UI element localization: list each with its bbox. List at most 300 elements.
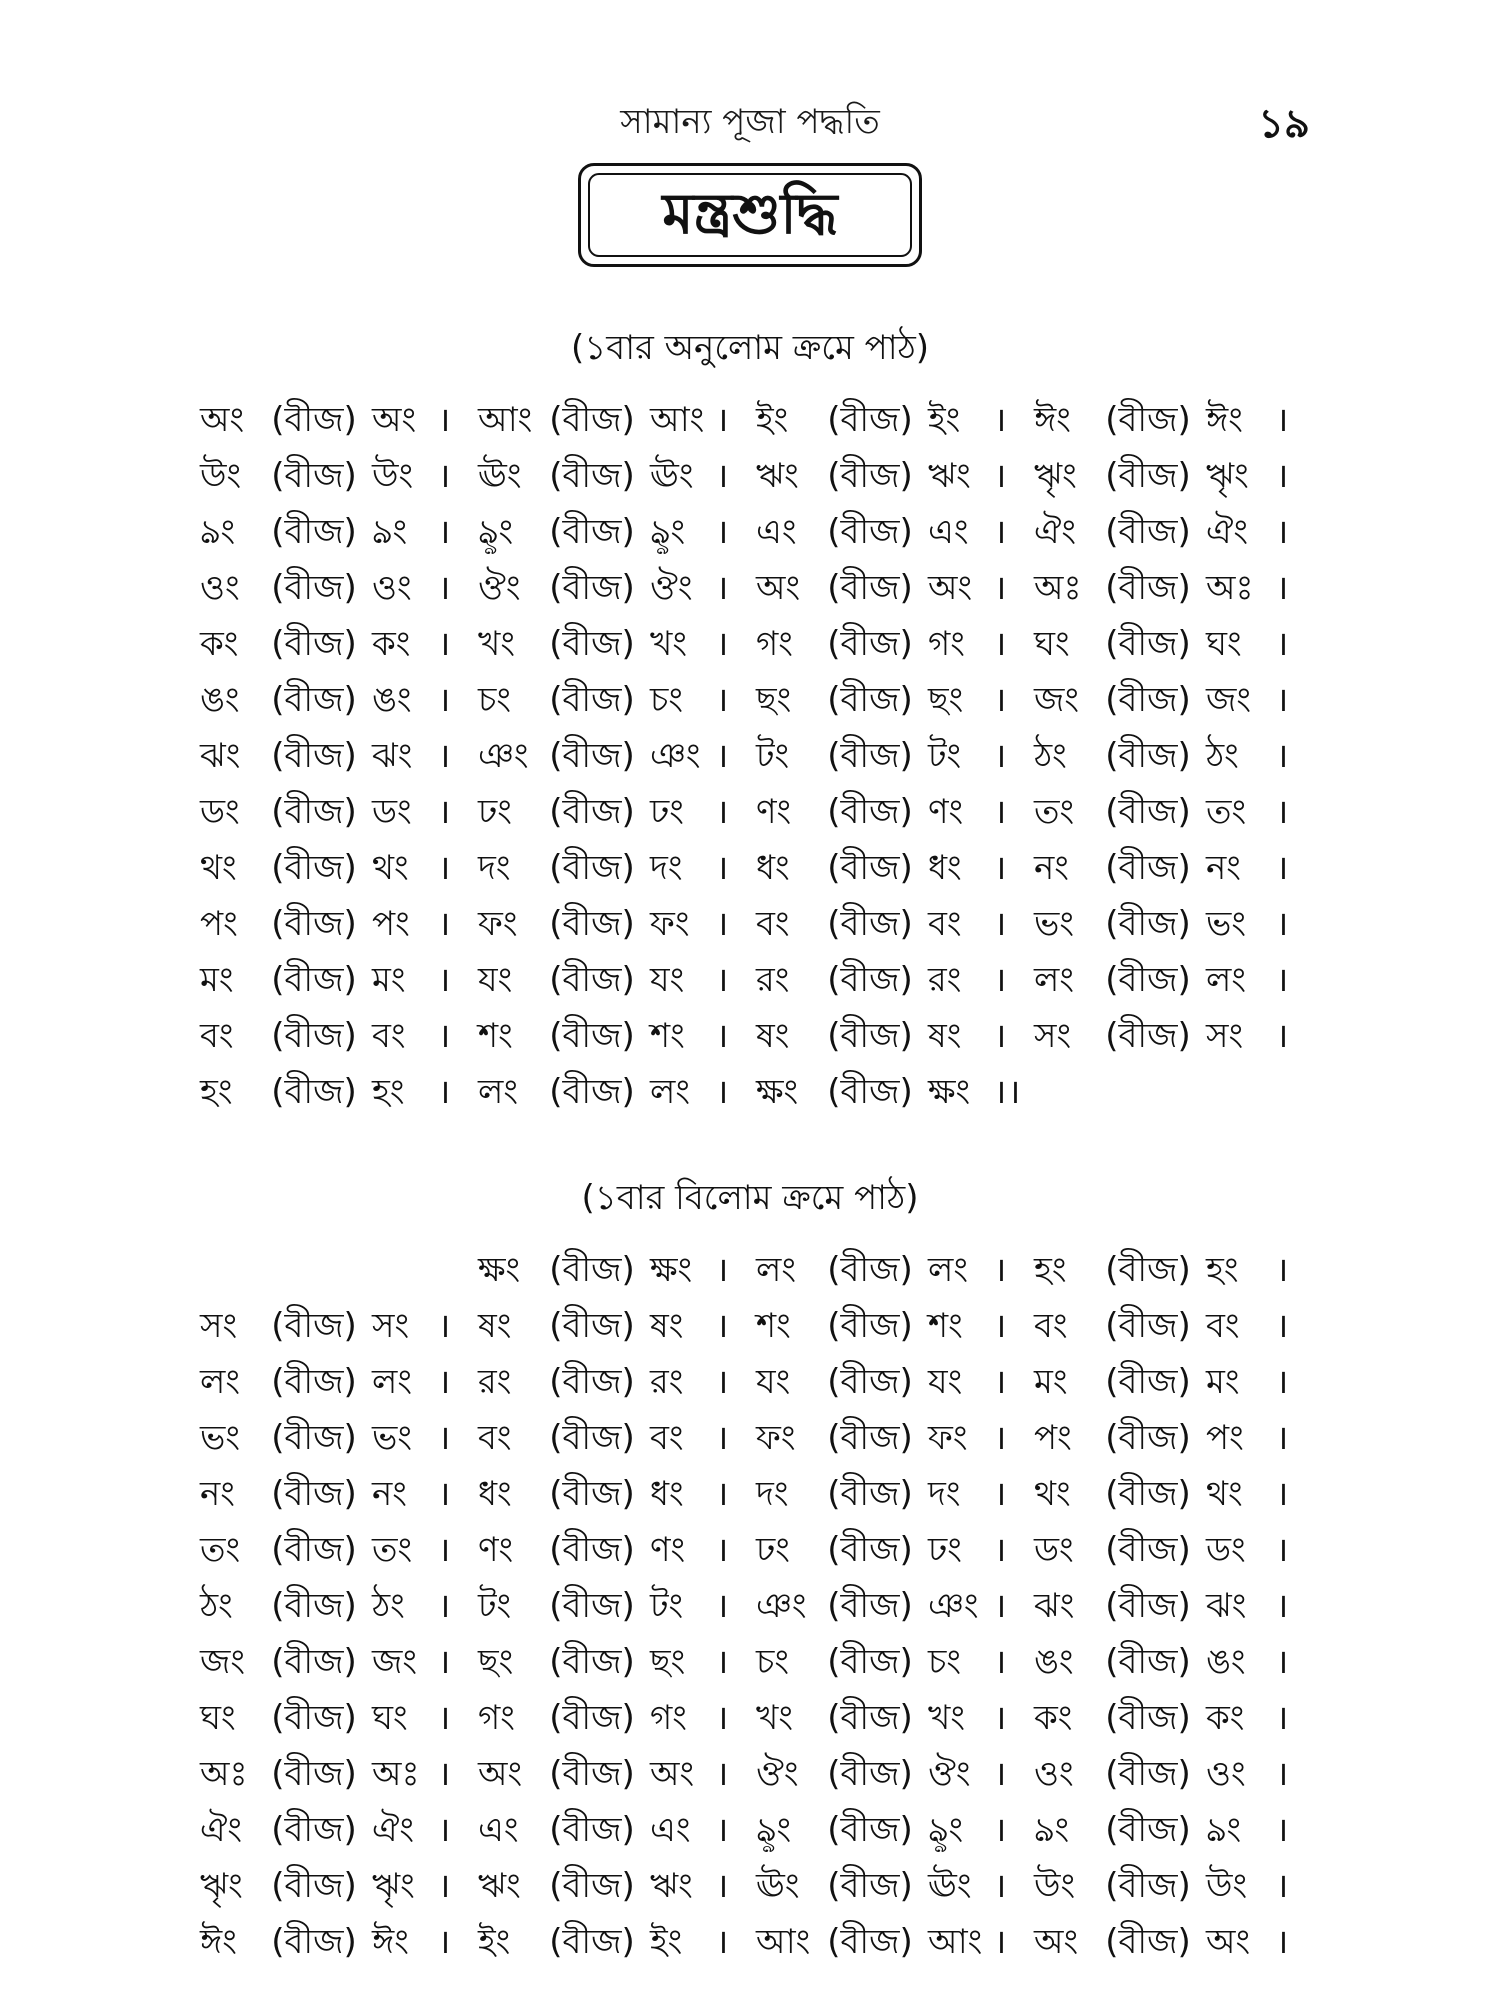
mantra-unit: [478, 1578, 738, 1634]
bija-syllable-repeat: ৡং: [650, 512, 686, 552]
bilom-mantra-row: [200, 1522, 1300, 1578]
bija-syllable-repeat: দং: [650, 848, 683, 888]
anulom-mantra-row: [200, 392, 1300, 448]
bija-syllable-repeat: জং: [372, 1642, 418, 1682]
mantra-unit: [200, 896, 460, 952]
bija-syllable-repeat: ডং: [372, 792, 412, 832]
dari-separator: ।: [715, 1642, 729, 1682]
bija-syllable: ঘং: [1034, 624, 1070, 664]
beej-word: (বীজ): [549, 624, 635, 664]
bija-syllable: টং: [756, 736, 790, 776]
mantra-unit: [1034, 840, 1294, 896]
row-end-dari: ।: [1275, 1586, 1289, 1626]
beej-word: (বীজ): [549, 1072, 635, 1112]
bija-syllable: ণং: [756, 792, 792, 832]
mantra-unit: [1034, 616, 1294, 672]
anulom-mantra-row: [200, 784, 1300, 840]
bija-syllable: যং: [756, 1362, 791, 1402]
beej-word: (বীজ): [827, 400, 913, 440]
bilom-mantra-row: [200, 1354, 1300, 1410]
bija-syllable: হং: [200, 1072, 233, 1112]
dari-separator: ।: [715, 792, 729, 832]
dari-separator: ।: [993, 1072, 1007, 1112]
beej-word: (বীজ): [1105, 1306, 1191, 1346]
row-end-dari: ।: [1275, 1530, 1289, 1570]
dari-separator: ।: [715, 1586, 729, 1626]
mantra-unit: [200, 1466, 460, 1522]
bija-syllable: ষং: [478, 1306, 512, 1346]
bija-syllable: ঔং: [756, 1754, 799, 1794]
bija-syllable-repeat: পং: [1206, 1418, 1244, 1458]
bija-syllable-repeat: ঢং: [928, 1530, 962, 1570]
mantra-unit: [478, 952, 738, 1008]
mantra-unit: [478, 896, 738, 952]
bija-syllable-repeat: খং: [650, 624, 687, 664]
bija-syllable-repeat: বং: [1206, 1306, 1240, 1346]
bija-syllable-repeat: আং: [650, 400, 705, 440]
beej-word: (বীজ): [549, 1016, 635, 1056]
bija-syllable-repeat: ঐং: [372, 1810, 414, 1850]
dari-separator: ।: [993, 1016, 1007, 1056]
dari-separator: ।: [993, 680, 1007, 720]
bija-syllable: কং: [1034, 1698, 1073, 1738]
bija-syllable-repeat: যং: [650, 960, 685, 1000]
bija-syllable: লং: [756, 1250, 796, 1290]
bija-syllable-repeat: ঘং: [1206, 624, 1242, 664]
beej-word: (বীজ): [271, 680, 357, 720]
dari-separator: ।: [993, 792, 1007, 832]
mantra-unit: [200, 1914, 460, 1970]
bija-syllable: ধং: [478, 1474, 512, 1514]
bija-syllable: লং: [478, 1072, 518, 1112]
dari-separator: ।: [437, 456, 451, 496]
bija-syllable: থং: [1034, 1474, 1071, 1514]
dari-separator: ।: [993, 1586, 1007, 1626]
bija-syllable-repeat: ঊং: [928, 1866, 972, 1906]
dari-separator: ।: [437, 512, 451, 552]
dari-separator: ।: [437, 1362, 451, 1402]
beej-word: (বীজ): [827, 1530, 913, 1570]
bija-syllable-repeat: অং: [650, 1754, 695, 1794]
beej-word: (বীজ): [827, 1474, 913, 1514]
mantra-unit: [756, 896, 1016, 952]
bilom-section-label: (১বার বিলোম ক্রমে পাঠ): [581, 1178, 919, 1218]
dari-separator: ।: [993, 568, 1007, 608]
beej-word: (বীজ): [271, 1922, 357, 1962]
bija-syllable-repeat: বং: [928, 904, 962, 944]
dari-separator: ।: [715, 736, 729, 776]
dari-separator: ।: [437, 736, 451, 776]
beej-word: (বীজ): [271, 848, 357, 888]
bija-syllable: টং: [478, 1586, 512, 1626]
mantra-unit: [756, 1466, 1016, 1522]
mantra-unit: [756, 1522, 1016, 1578]
dari-separator: ।: [993, 1418, 1007, 1458]
row-end-dari: ।: [1275, 960, 1289, 1000]
beej-word: (বীজ): [271, 1810, 357, 1850]
dari-separator: ।: [715, 512, 729, 552]
beej-word: (বীজ): [1105, 1016, 1191, 1056]
beej-word: (বীজ): [549, 1474, 635, 1514]
bija-syllable-repeat: রং: [928, 960, 962, 1000]
beej-word: (বীজ): [1105, 904, 1191, 944]
mantra-unit: [478, 1466, 738, 1522]
beej-word: (বীজ): [549, 400, 635, 440]
dari-separator: ।: [437, 848, 451, 888]
beej-word: (বীজ): [271, 736, 357, 776]
beej-word: (বীজ): [271, 792, 357, 832]
bija-syllable-repeat: ঈং: [1206, 400, 1243, 440]
bija-syllable: ঋং: [478, 1866, 521, 1906]
bija-syllable-repeat: ওং: [372, 568, 412, 608]
beej-word: (বীজ): [1105, 1250, 1191, 1290]
bija-syllable-repeat: ঌং: [372, 512, 408, 552]
bija-syllable-repeat: ঠং: [372, 1586, 405, 1626]
mantra-unit: [756, 1858, 1016, 1914]
bija-syllable: ধং: [756, 848, 790, 888]
dari-separator: ।: [715, 1922, 729, 1962]
row-end-dari: ।: [1275, 568, 1289, 608]
bija-syllable-repeat: ঞং: [928, 1586, 979, 1626]
beej-word: (বীজ): [1105, 624, 1191, 664]
bija-syllable-repeat: দং: [928, 1474, 961, 1514]
dari-separator: ।: [993, 512, 1007, 552]
bija-syllable-repeat: জং: [1206, 680, 1252, 720]
bija-syllable: ডং: [200, 792, 240, 832]
bija-syllable-repeat: ঔং: [928, 1754, 971, 1794]
dari-separator: ।: [715, 1250, 729, 1290]
mantra-unit: [1034, 560, 1294, 616]
row-end-dari: ।: [1275, 1754, 1289, 1794]
bilom-mantra-row: [200, 1242, 1300, 1298]
mantra-unit: [1034, 1746, 1294, 1802]
bija-syllable-repeat: কং: [1206, 1698, 1245, 1738]
bija-syllable: ক্ষং: [756, 1072, 799, 1112]
beej-word: (বীজ): [1105, 1698, 1191, 1738]
beej-word: (বীজ): [271, 1362, 357, 1402]
beej-word: (বীজ): [271, 512, 357, 552]
beej-word: (বীজ): [827, 1698, 913, 1738]
bija-syllable-repeat: ঘং: [372, 1698, 408, 1738]
beej-word: (বীজ): [549, 456, 635, 496]
beej-word: (বীজ): [271, 1866, 357, 1906]
bija-syllable-repeat: গং: [650, 1698, 687, 1738]
mantra-unit: [1034, 1858, 1294, 1914]
beej-word: (বীজ): [271, 904, 357, 944]
bija-syllable: দং: [756, 1474, 789, 1514]
mantra-unit: [1034, 1690, 1294, 1746]
bija-syllable-repeat: ওং: [1206, 1754, 1246, 1794]
dari-separator: ।: [437, 1530, 451, 1570]
bija-syllable: ঊং: [478, 456, 522, 496]
mantra-unit: [200, 952, 460, 1008]
beej-word: (বীজ): [271, 624, 357, 664]
dari-separator: ।: [715, 1754, 729, 1794]
dari-separator: ।: [993, 1474, 1007, 1514]
bilom-mantra-row: [200, 1746, 1300, 1802]
bija-syllable: খং: [756, 1698, 793, 1738]
mantra-unit: [478, 1914, 738, 1970]
dari-separator: ।: [993, 1362, 1007, 1402]
bija-syllable: ৠং: [1034, 456, 1077, 496]
dari-separator: ।: [437, 1922, 451, 1962]
mantra-unit: [478, 1410, 738, 1466]
mantra-unit: [478, 1064, 738, 1120]
bija-syllable-repeat: ক্ষং: [928, 1072, 971, 1112]
mantra-unit: [1034, 448, 1294, 504]
bilom-mantra-row: [200, 1802, 1300, 1858]
anulom-mantra-row: [200, 448, 1300, 504]
beej-word: (বীজ): [549, 1530, 635, 1570]
mantra-unit: [200, 504, 460, 560]
beej-word: (বীজ): [827, 624, 913, 664]
bija-syllable: ঐং: [1034, 512, 1076, 552]
bija-syllable: ওং: [1034, 1754, 1074, 1794]
dari-separator: ।: [993, 624, 1007, 664]
beej-word: (বীজ): [549, 848, 635, 888]
beej-word: (বীজ): [549, 512, 635, 552]
bija-syllable: ঙং: [200, 680, 240, 720]
anulom-mantra-row: [200, 896, 1300, 952]
mantra-unit: [756, 1410, 1016, 1466]
dari-separator: ।: [715, 1418, 729, 1458]
bija-syllable-repeat: অঃ: [1206, 568, 1254, 608]
mantra-unit: [478, 392, 738, 448]
dari-separator: ।: [715, 1866, 729, 1906]
dari-separator: ।: [437, 1754, 451, 1794]
bija-syllable: দং: [478, 848, 511, 888]
bija-syllable-repeat: লং: [650, 1072, 690, 1112]
row-end-dari: ।: [1275, 1418, 1289, 1458]
mantra-unit: [1034, 952, 1294, 1008]
dari-separator: ।: [715, 848, 729, 888]
anulom-mantra-row: [200, 1008, 1300, 1064]
bija-syllable: ঢং: [756, 1530, 790, 1570]
bija-syllable: ঌং: [1034, 1810, 1070, 1850]
bija-syllable: ষং: [756, 1016, 790, 1056]
dari-separator: ।: [993, 848, 1007, 888]
dari-separator: ।: [993, 1698, 1007, 1738]
beej-word: (বীজ): [549, 904, 635, 944]
bija-syllable: উং: [1034, 1866, 1076, 1906]
page-header-title: সামান্য পূজা পদ্ধতি: [620, 102, 880, 142]
dari-separator: ।: [437, 960, 451, 1000]
bija-syllable: বং: [1034, 1306, 1068, 1346]
bija-syllable-repeat: ঞং: [650, 736, 701, 776]
bija-syllable-repeat: গং: [928, 624, 965, 664]
bija-syllable-repeat: শং: [650, 1016, 685, 1056]
bija-syllable: বং: [478, 1418, 512, 1458]
mantra-unit: [200, 1522, 460, 1578]
mantra-unit: [756, 392, 1016, 448]
bija-syllable-repeat: ঌং: [1206, 1810, 1242, 1850]
anulom-mantra-row: [200, 952, 1300, 1008]
bija-syllable-repeat: চং: [650, 680, 683, 720]
title-box-inner-border: [588, 173, 912, 257]
dari-separator: ।: [715, 624, 729, 664]
beej-word: (বীজ): [827, 1642, 913, 1682]
mantra-unit: [478, 1858, 738, 1914]
row-end-dari: ।: [1275, 1642, 1289, 1682]
bija-syllable: লং: [1034, 960, 1074, 1000]
dari-separator: ।: [715, 1306, 729, 1346]
bija-syllable-repeat: হং: [1206, 1250, 1239, 1290]
dari-separator: ।: [993, 456, 1007, 496]
mantra-unit: [1034, 672, 1294, 728]
page-number: ১৯: [1258, 101, 1310, 147]
dari-separator: ।: [715, 1810, 729, 1850]
mantra-unit: [756, 784, 1016, 840]
bija-syllable-repeat: থং: [1206, 1474, 1243, 1514]
bija-syllable: চং: [478, 680, 511, 720]
dari-separator: ।: [437, 1016, 451, 1056]
row-end-dari: ।: [1275, 736, 1289, 776]
bilom-mantra-row: [200, 1690, 1300, 1746]
bija-syllable: ফং: [478, 904, 518, 944]
bija-syllable: ভং: [1034, 904, 1074, 944]
bija-syllable: হং: [1034, 1250, 1067, 1290]
dari-separator: ।: [715, 1362, 729, 1402]
dari-separator: ।: [437, 1306, 451, 1346]
bija-syllable-repeat: আং: [928, 1922, 983, 1962]
beej-word: (বীজ): [827, 680, 913, 720]
dari-separator: ।: [993, 736, 1007, 776]
bija-syllable: ঌং: [200, 512, 236, 552]
beej-word: (বীজ): [1105, 1530, 1191, 1570]
beej-word: (বীজ): [1105, 1586, 1191, 1626]
bija-syllable-repeat: অং: [928, 568, 973, 608]
beej-word: (বীজ): [1105, 1418, 1191, 1458]
bija-syllable-repeat: ফং: [650, 904, 690, 944]
dari-separator: ।: [715, 1698, 729, 1738]
mantra-unit: [1034, 1578, 1294, 1634]
row-end-dari: ।: [1275, 1306, 1289, 1346]
beej-word: (বীজ): [827, 848, 913, 888]
dari-separator: ।: [437, 1586, 451, 1626]
bija-syllable: জং: [1034, 680, 1080, 720]
beej-word: (বীজ): [549, 960, 635, 1000]
beej-word: (বীজ): [271, 400, 357, 440]
beej-word: (বীজ): [271, 568, 357, 608]
bija-syllable: ঞং: [478, 736, 529, 776]
bija-syllable-repeat: উং: [1206, 1866, 1248, 1906]
row-end-dari: ।: [1275, 904, 1289, 944]
bija-syllable: ঋং: [756, 456, 799, 496]
beej-word: (বীজ): [1105, 792, 1191, 832]
dari-separator: ।: [993, 1754, 1007, 1794]
mantra-unit: [756, 560, 1016, 616]
beej-word: (বীজ): [827, 960, 913, 1000]
bija-syllable-repeat: মং: [372, 960, 406, 1000]
mantra-unit: [1034, 392, 1294, 448]
bija-syllable: উং: [200, 456, 242, 496]
mantra-unit: [1034, 728, 1294, 784]
row-end-dari: ।: [1275, 1362, 1289, 1402]
dari-separator: ।: [437, 904, 451, 944]
bija-syllable: এং: [478, 1810, 519, 1850]
dari-separator: ।: [993, 1922, 1007, 1962]
mantra-unit: [756, 1802, 1016, 1858]
beej-word: (বীজ): [549, 1754, 635, 1794]
row-end-dari: ।: [1275, 512, 1289, 552]
mantra-unit: [478, 1522, 738, 1578]
bija-syllable-repeat: ধং: [928, 848, 962, 888]
beej-word: (বীজ): [271, 1072, 357, 1112]
bija-syllable: গং: [478, 1698, 515, 1738]
bija-syllable: অং: [1034, 1922, 1079, 1962]
mantra-unit: [1034, 1298, 1294, 1354]
bija-syllable-repeat: শং: [928, 1306, 963, 1346]
beej-word: (বীজ): [1105, 736, 1191, 776]
bija-syllable: নং: [1034, 848, 1069, 888]
mantra-unit: [200, 1354, 460, 1410]
dari-separator: ।: [993, 1642, 1007, 1682]
row-end-dari: ।: [1275, 1698, 1289, 1738]
beej-word: (বীজ): [1105, 1922, 1191, 1962]
mantra-unit: [478, 1008, 738, 1064]
bija-syllable: ইং: [756, 400, 789, 440]
bija-syllable-repeat: অং: [1206, 1922, 1251, 1962]
bija-syllable: ৠং: [200, 1866, 243, 1906]
beej-word: (বীজ): [1105, 1474, 1191, 1514]
mantra-unit: [1034, 1522, 1294, 1578]
bija-syllable-repeat: টং: [650, 1586, 684, 1626]
bija-syllable: লং: [200, 1362, 240, 1402]
bija-syllable-repeat: ভং: [1206, 904, 1246, 944]
page-title: মন্ত্রশুদ্ধি: [662, 182, 838, 247]
dari-separator: ।: [437, 1866, 451, 1906]
bija-syllable-repeat: ইং: [928, 400, 961, 440]
bija-syllable: অঃ: [200, 1754, 248, 1794]
bija-syllable: তং: [1034, 792, 1075, 832]
mantra-unit: [1034, 896, 1294, 952]
bija-syllable: অং: [756, 568, 801, 608]
bija-syllable: আং: [756, 1922, 811, 1962]
bija-syllable-repeat: ঢং: [650, 792, 684, 832]
beej-word: (বীজ): [1105, 1866, 1191, 1906]
mantra-unit: [200, 560, 460, 616]
beej-word: (বীজ): [549, 1250, 635, 1290]
dari-separator: ।: [715, 680, 729, 720]
dari-separator: ।: [993, 1530, 1007, 1570]
dari-separator: ।: [715, 1474, 729, 1514]
bija-syllable: ওং: [200, 568, 240, 608]
beej-word: (বীজ): [827, 1754, 913, 1794]
mantra-unit: [200, 1410, 460, 1466]
bija-syllable: ঠং: [1034, 736, 1067, 776]
anulom-section-label: (১বার অনুলোম ক্রমে পাঠ): [570, 328, 930, 368]
beej-word: (বীজ): [271, 960, 357, 1000]
mantra-unit: [756, 448, 1016, 504]
mantra-unit: [200, 616, 460, 672]
dari-separator: ।: [437, 400, 451, 440]
bija-syllable: যং: [478, 960, 513, 1000]
bija-syllable: অং: [478, 1754, 523, 1794]
bija-syllable: ঈং: [1034, 400, 1071, 440]
bija-syllable: ঠং: [200, 1586, 233, 1626]
bija-syllable: আং: [478, 400, 533, 440]
bija-syllable-repeat: তং: [1206, 792, 1247, 832]
beej-word: (বীজ): [1105, 512, 1191, 552]
mantra-unit: [200, 1858, 460, 1914]
row-end-dari: ।: [1275, 1922, 1289, 1962]
bija-syllable-repeat: ণং: [650, 1530, 686, 1570]
mantra-unit: [478, 1242, 738, 1298]
bija-syllable-repeat: চং: [928, 1642, 961, 1682]
bija-syllable-repeat: টং: [928, 736, 962, 776]
beej-word: (বীজ): [827, 1250, 913, 1290]
bija-syllable: ঔং: [478, 568, 521, 608]
